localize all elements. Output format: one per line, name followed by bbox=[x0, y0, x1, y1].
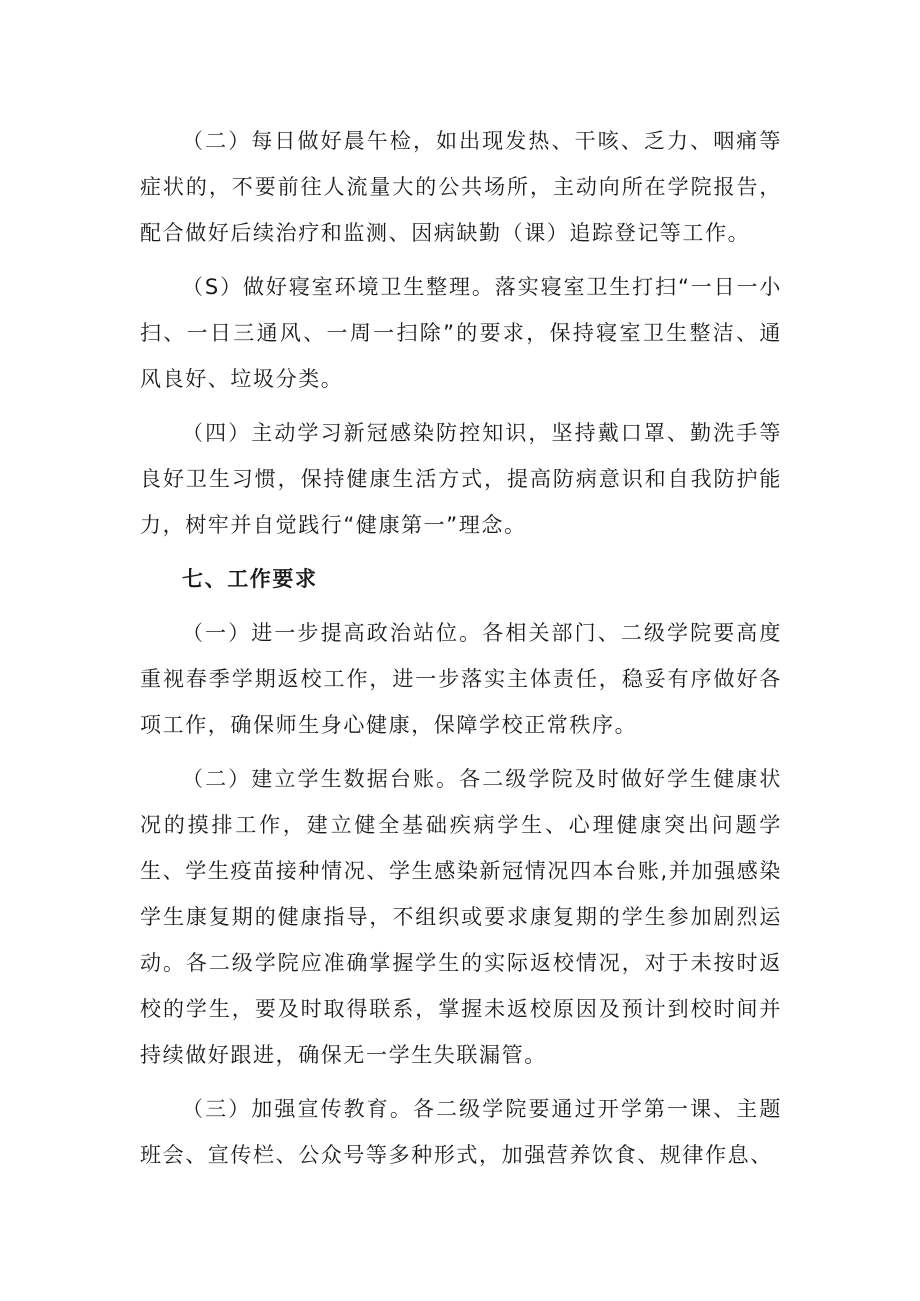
section-heading: 七、工作要求 bbox=[182, 567, 318, 591]
document-body bbox=[140, 118, 782, 1178]
paragraph-dorm-hygiene: （S）做好寝室环境卫生整理。落实寝室卫生打扫“一日一小扫、一日三通风、一周一扫除”的要求，保持寝室卫生整洁、通风良好、垃圾分类。 bbox=[140, 275, 782, 391]
paragraph-student-records: （二）建立学生数据台账。各二级学院及时做好学生健康状况的摸排工作，建立健全基础疾病学生、心理健康突出问题学生、学生疫苗接种情况、学生感染新冠情况四本台账,并加强感染学生康复期的健康指导，不组织或要求康复期的学生参加剧烈运动。各二级学院应准确掌握学生的实际返校情况，对于未按时返校的学生，要及时取得联系，掌握未返校原因及预计到校时间并持续做好跟进，确保无一学生失联漏管。 bbox=[140, 767, 782, 1067]
paragraph-publicity-education: （三）加强宣传教育。各二级学院要通过开学第一课、主题班会、宣传栏、公众号等多种形式，加强营养饮食、规律作息、 bbox=[140, 1097, 782, 1167]
paragraph-political-stance: （一）进一步提高政治站位。各相关部门、二级学院要高度重视春季学期返校工作，进一步落实主体责任，稳妥有序做好各项工作，确保师生身心健康，保障学校正常秩序。 bbox=[140, 621, 782, 737]
paragraph-prevention-knowledge: （四）主动学习新冠感染防控知识，坚持戴口罩、勤洗手等良好卫生习惯，保持健康生活方式，提高防病意识和自我防护能力，树牢并自觉践行“健康第一”理念。 bbox=[140, 421, 782, 537]
paragraph-morning-check: （二）每日做好晨午检，如出现发热、干咳、乏力、咽痛等症状的，不要前往人流量大的公共场所，主动向所在学院报告，配合做好后续治疗和监测、因病缺勤（课）追踪登记等工作。 bbox=[140, 129, 782, 245]
